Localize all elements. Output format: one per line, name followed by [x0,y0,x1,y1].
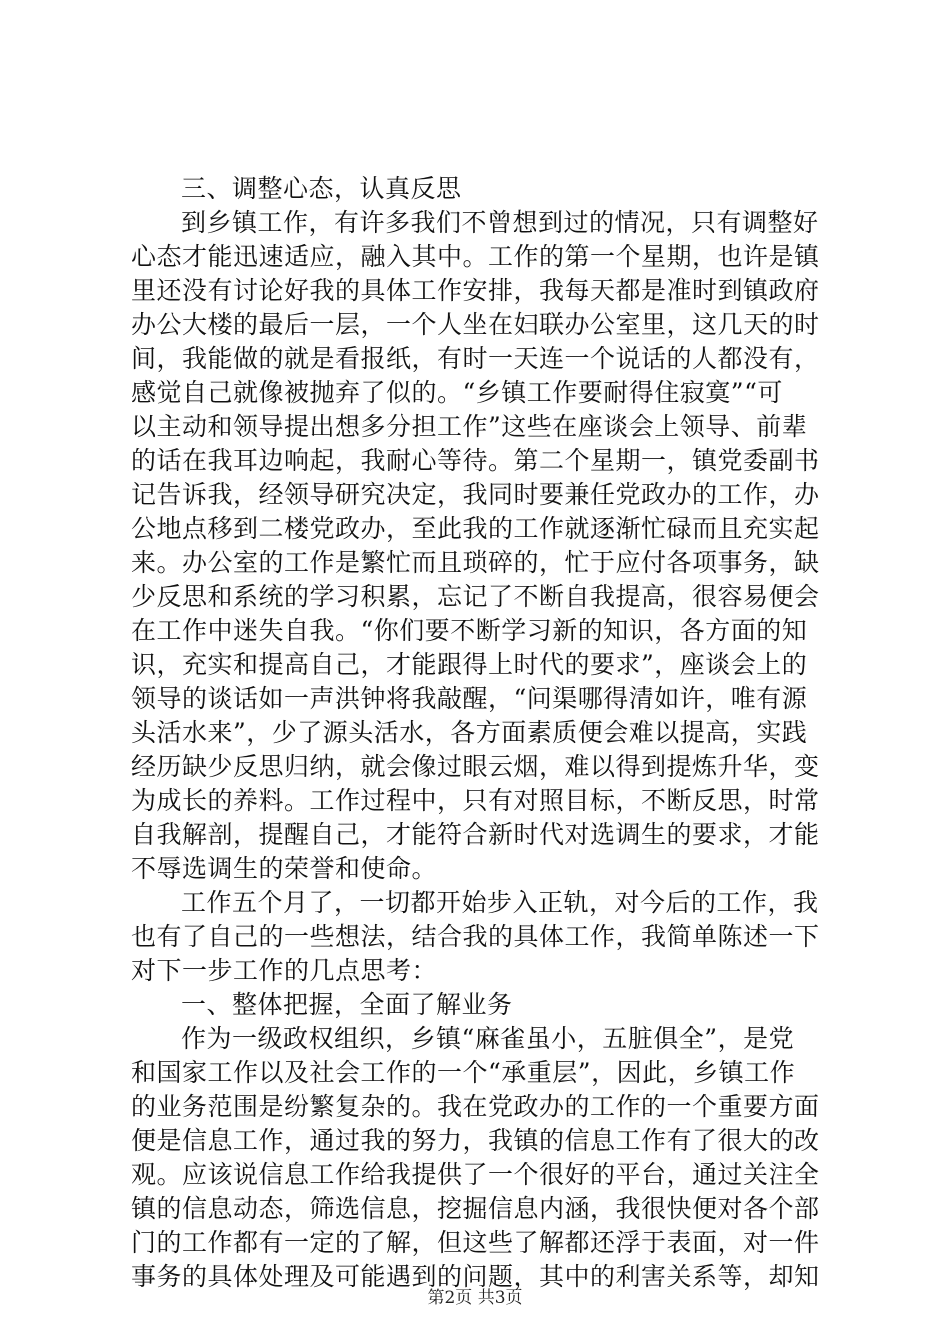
text-line: 里还没有讨论好我的具体工作安排，我每天都是准时到镇政府 [131,276,820,305]
text-line: 间，我能做的就是看报纸，有时一天连一个说话的人都没有， [131,344,820,373]
text-line: 和国家工作以及社会工作的一个“承重层”，因此，乡镇工作 [131,1058,796,1087]
text-line: 镇的信息动态，筛选信息，挖掘信息内涵，我很快便对各个部 [131,1194,820,1223]
text-line: 在工作中迷失自我。“你们要不断学习新的知识，各方面的知 [131,616,808,645]
text-line: 到乡镇工作，有许多我们不曾想到过的情况，只有调整好 [181,208,819,237]
text-line: 领导的谈话如一声洪钟将我敲醒，“问渠哪得清如许，唯有源 [131,684,808,713]
text-line: 少反思和系统的学习积累，忘记了不断自我提高，很容易便会 [131,582,820,611]
text-line: 工作五个月了，一切都开始步入正轨，对今后的工作，我 [181,888,819,917]
text-line: 观。应该说信息工作给我提供了一个很好的平台，通过关注全 [131,1160,820,1189]
page-number-footer: 第2页 共3页 [427,1288,523,1308]
text-line: 经历缺少反思归纳，就会像过眼云烟，难以得到提炼升华，变 [131,752,820,781]
text-line: 办公大楼的最后一层，一个人坐在妇联办公室里，这几天的时 [131,310,820,339]
text-line: 作为一级政权组织，乡镇“麻雀虽小，五脏俱全”，是党 [181,1024,795,1053]
text-line: 不辱选调生的荣誉和使命。 [131,854,438,883]
text-line: 头活水来”，少了源头活水，各方面素质便会难以提高，实践 [131,718,808,747]
text-line: 对下一步工作的几点思考： [131,956,438,985]
text-line: 的业务范围是纷繁复杂的。我在党政办的工作的一个重要方面 [131,1092,820,1121]
text-line: 公地点移到二楼党政办，至此我的工作就逐渐忙碌而且充实起 [131,514,820,543]
text-line: 也有了自己的一些想法，结合我的具体工作，我简单陈述一下 [131,922,820,951]
text-line: 记告诉我，经领导研究决定，我同时要兼任党政办的工作，办 [131,480,820,509]
text-line: 为成长的养料。工作过程中，只有对照目标，不断反思，时常 [131,786,820,815]
text-line: 的话在我耳边响起，我耐心等待。第二个星期一，镇党委副书 [131,446,820,475]
text-line: 便是信息工作，通过我的努力，我镇的信息工作有了很大的改 [131,1126,820,1155]
text-line: 一、整体把握，全面了解业务 [181,990,513,1019]
text-line: 自我解剖，提醒自己，才能符合新时代对选调生的要求，才能 [131,820,820,849]
text-line: 来。办公室的工作是繁忙而且琐碎的，忙于应付各项事务，缺 [131,548,820,577]
text-line: 识，充实和提高自己，才能跟得上时代的要求”，座谈会上的 [131,650,808,679]
text-line: 心态才能迅速适应，融入其中。工作的第一个星期，也许是镇 [131,242,820,271]
text-line: 门的工作都有一定的了解，但这些了解都还浮于表面，对一件 [131,1228,820,1257]
document-body [131,172,831,1294]
text-line: 感觉自己就像被抛弃了似的。“乡镇工作要耐得住寂寞”“可 [131,378,783,407]
text-line: 三、调整心态，认真反思 [181,174,462,203]
text-line: 事务的具体处理及可能遇到的问题，其中的利害关系等，却知 [131,1262,820,1291]
text-line: 以主动和领导提出想多分担工作”这些在座谈会上领导、前辈 [131,412,808,441]
